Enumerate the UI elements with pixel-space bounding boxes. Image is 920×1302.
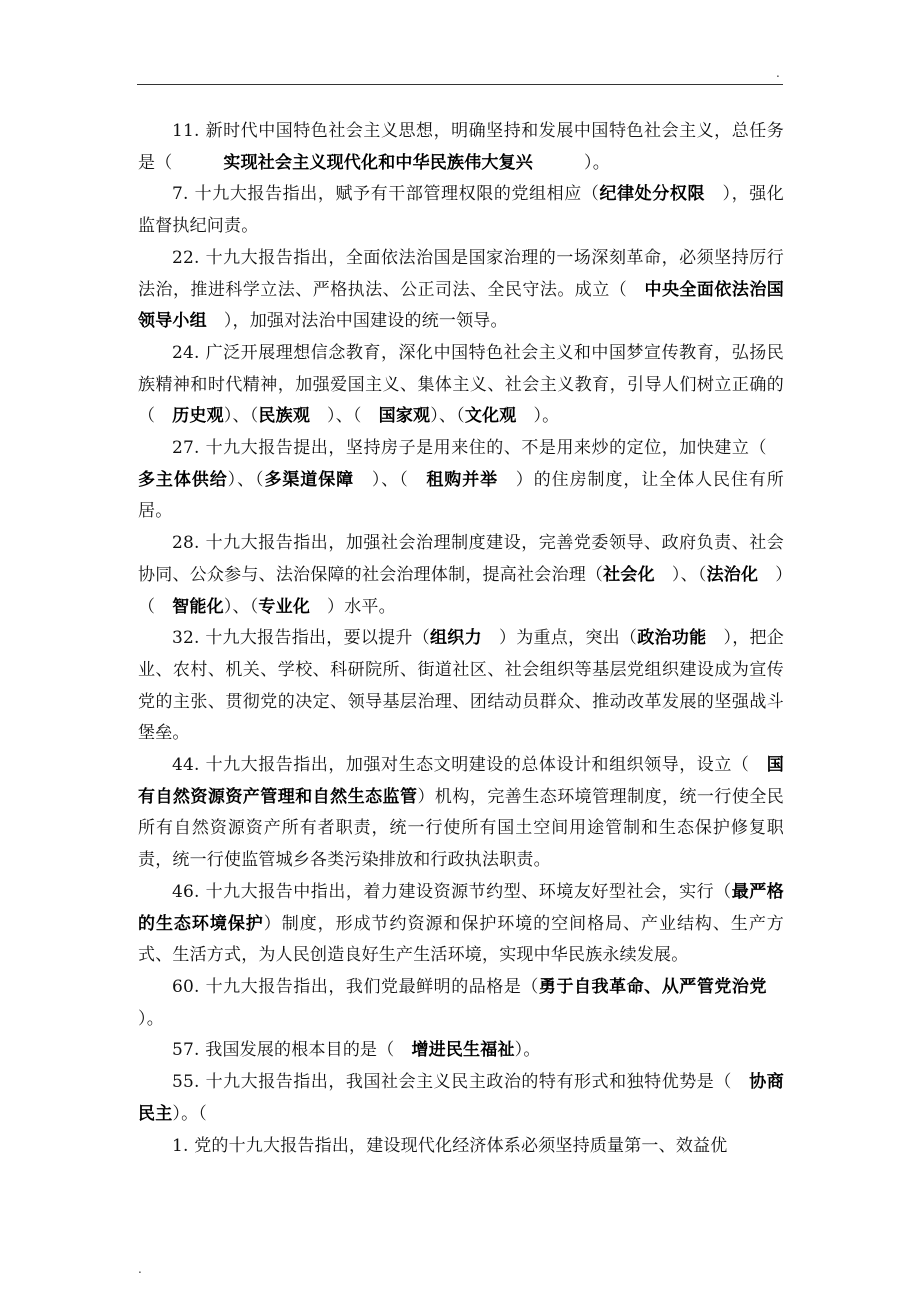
answer: 租购并举 [425, 469, 499, 490]
footer-mark: . [138, 1262, 142, 1276]
answer: 国家观 [378, 406, 431, 427]
question-55: 55. 十九大报告指出，我国社会主义民主政治的特有形式和独特优势是（ 协商民主）。（ [138, 1072, 784, 1124]
answer: 实现社会主义现代化和中华民族伟大复兴 [223, 152, 534, 173]
question-46: 46. 十九大报告中指出，着力建设资源节约型、环境友好型社会，实行（最严格的生态环境保护）制度，形成节约资源和保护环境的空间格局、产业结构、生产方式、生活方式，为人民创造良好生产生活环境，实现中华民族永续发展。 [138, 881, 784, 966]
header-mark: . [776, 66, 780, 80]
question-32: 32. 十九大报告指出，要以提升（组织力 ）为重点，突出（政治功能 ），把企业、农村、机关、学校、科研院所、街道社区、社会组织等基层党组织建设成为宣传党的主张、贯彻党的决定、领导基层治理、团结动员群众、推动改革发展的坚强战斗堡垒。 [138, 628, 784, 744]
answer: 专业化 [258, 596, 311, 617]
answer: 最严格的生态环境保护 [138, 881, 784, 934]
answer: 国有自然资源资产管理和自然生态监管 [138, 755, 784, 807]
header-rule [137, 84, 783, 85]
answer: 中央全面依法治国领导小组 [138, 279, 784, 332]
question-1: 1. 党的十九大报告指出，建设现代化经济体系必须坚持质量第一、效益优 [172, 1135, 728, 1156]
answer: 多渠道保障 [264, 469, 355, 490]
question-27: 27. 十九大报告提出，坚持房子是用来住的、不是用来炒的定位，加快建立（多主体供给）、（多渠道保障 ）、（ 租购并举 ）的住房制度，让全体人民住有所居。 [138, 438, 785, 522]
answer: 文化观 [464, 406, 517, 427]
question-44: 44. 十九大报告指出，加强对生态文明建设的总体设计和组织领导，设立（ 国有自然资源资产管理和自然生态监管）机构，完善生态环境管理制度，统一行使全民所有自然资源资产所有者职责，统一行使所有国土空间用途管制和生态保护修复职责，统一行使监管城乡各类污染排放和行政执法职责。 [138, 755, 784, 871]
question-57: 57. 我国发展的根本目的是（ 增进民生福祉）。 [172, 1040, 541, 1061]
question-22: 22. 十九大报告指出，全面依法治国是国家治理的一场深刻革命，必须坚持厉行法治，推进科学立法、严格执法、公正司法、全民守法。成立（ 中央全面依法治国领导小组 ），加强对法治中国建设的统一领导。 [138, 247, 784, 332]
question-7: 7. 十九大报告指出，赋予有干部管理权限的党组相应（纪律处分权限 ），强化监督执纪问责。 [138, 184, 785, 237]
question-list [138, 116, 784, 1162]
answer: 社会化 [603, 564, 655, 585]
answer: 民族观 [258, 406, 311, 427]
question-28: 28. 十九大报告指出，加强社会治理制度建设，完善党委领导、政府负责、社会协同、公众参与、法治保障的社会治理体制，提高社会治理（社会化 ）、（法治化 ）（ 智能化）、（专业化 ）水平。 [138, 533, 784, 617]
answer: 纪律处分权限 [599, 184, 706, 205]
answer: 历史观 [172, 406, 224, 427]
answer: 组织力 [430, 628, 482, 649]
answer: 多主体供给 [138, 469, 228, 490]
answer: 智能化 [172, 596, 224, 617]
answer: 协商民主 [138, 1072, 784, 1124]
answer: 勇于自我革命、从严管党治党 [538, 976, 767, 997]
question-60: 60. 十九大报告指出，我们党最鲜明的品格是（勇于自我革命、从严管党治党）。 [138, 976, 767, 1029]
question-24: 24. 广泛开展理想信念教育，深化中国特色社会主义和中国梦宣传教育，弘扬民族精神和时代精神，加强爱国主义、集体主义、社会主义教育，引导人们树立正确的（ 历史观）、（民族观 ）、（ 国家观）、（文化观 ）。 [138, 342, 784, 427]
question-11: 11. 新时代中国特色社会主义思想，明确坚持和发展中国特色社会主义，总任务是（ 实现社会主义现代化和中华民族伟大复兴 ）。 [138, 121, 784, 173]
answer: 增进民生福祉 [411, 1040, 515, 1061]
answer: 政治功能 [637, 628, 707, 649]
answer: 法治化 [706, 564, 759, 585]
